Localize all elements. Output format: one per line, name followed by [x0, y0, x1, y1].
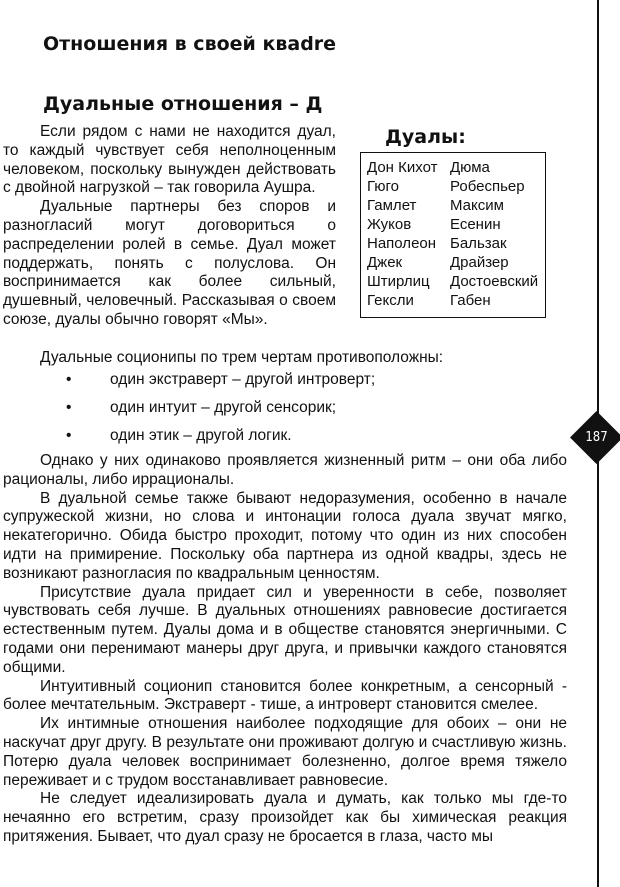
dual-a: Штирлиц: [367, 273, 430, 290]
paragraph-5: Присутствие дуала придает сил и уверенности в себе, позволяет чувствовать себя лучше. В дуальных отношениях равновесие достигается естественным путем. Дуалы дома и в обществе становятся энергичными. С годами они перенимают манеры друг друга, и привычки каждого становятся общими.: [3, 583, 567, 676]
wide-text-column: [3, 452, 567, 847]
dual-b: Бальзак: [450, 235, 507, 252]
duals-title: Дуалы:: [385, 126, 466, 148]
duals-pair: [361, 254, 547, 273]
duals-table: [360, 152, 546, 318]
dual-b: Есенин: [450, 216, 501, 233]
duals-pair: [361, 197, 547, 216]
paragraph-1: Если рядом с нами не находится дуал, то каждый чувствует себя неполноценным человеком, поскольку вынужден действовать с двойной нагрузкой – так говорила Аушра.: [3, 123, 336, 197]
narrow-text-column: [3, 123, 336, 330]
bullets-intro: Дуальные соционипы по трем чертам противоположны:: [40, 349, 444, 366]
list-item-text: один экстраверт – другой интроверт;: [110, 371, 376, 388]
paragraph-8: Не следует идеализировать дуала и думать, как только мы где-то нечаянно его встретим, сразу произойдет как бы химическая реакция притяжения. Бывает, что дуал сразу не бросается в глаза, часто мы: [3, 790, 567, 845]
duals-pair: [361, 273, 547, 292]
dual-a: Наполеон: [367, 235, 437, 252]
duals-pair: [361, 235, 547, 254]
subsection-title: Дуальные отношения – Д: [43, 93, 323, 115]
section-title: Отношения в своей кваdre: [43, 33, 337, 55]
list-item-text: один этик – другой логик.: [110, 427, 292, 444]
dual-a: Дон Кихот: [367, 159, 438, 176]
dual-b: Дюма: [450, 159, 490, 176]
bullet-icon: •: [66, 427, 72, 444]
dual-b: Достоевский: [450, 273, 539, 290]
dual-a: Жуков: [367, 216, 412, 233]
duals-pair: [361, 159, 547, 178]
bullet-icon: •: [66, 399, 72, 416]
dual-b: Робеспьер: [450, 178, 525, 195]
duals-pair: [361, 216, 547, 235]
dual-b: Максим: [450, 197, 504, 214]
paragraph-6: Интуитивный соционип становится более конкретным, а сенсорный - более мечтательным. Экстраверт - тише, а интроверт становится смелее.: [3, 677, 567, 714]
duals-pair: [361, 178, 547, 197]
bullet-icon: •: [66, 371, 72, 388]
dual-b: Драйзер: [450, 254, 509, 271]
list-item-text: один интуит – другой сенсорик;: [110, 399, 337, 416]
paragraph-7: Их интимные отношения наиболее подходящие для обоих – они не наскучат друг другу. В результате они проживают долгую и счастливую жизнь. Потерю дуала человек воспринимает болезненно, долгое время тяжело переживает и с трудом восстанавливает равновесие.: [3, 715, 567, 789]
dual-a: Гюго: [367, 178, 400, 195]
paragraph-4: В дуальной семье также бывают недоразумения, особенно в начале супружеской жизни, но слова и интонации голоса дуала звучат мягко, некатегорично. Обида быстро проходит, потому что один из них способен идти на примирение. Поскольку оба партнера из одной квадры, здесь не возникают разногласия по квадральным ценностям.: [3, 489, 567, 582]
list-item: [0, 399, 560, 423]
list-item: [0, 371, 560, 395]
list-item: [0, 427, 560, 451]
dual-a: Гексли: [367, 292, 414, 309]
page-number: 187: [585, 430, 608, 445]
dual-b: Габен: [450, 292, 491, 309]
dual-a: Джек: [367, 254, 403, 271]
dual-a: Гамлет: [367, 197, 417, 214]
paragraph-3: Однако у них одинаково проявляется жизненный ритм – они оба либо рационалы, либо иррационалы.: [3, 452, 567, 488]
paragraph-2: Дуальные партнеры без споров и разногласий могут договориться о распределении ролей в семье. Дуал может поддержать, понять с полуслова. Он воспринимается как более сильный, душевный, человечный. Рассказывая о своем союзе, дуалы обычно говорят «Мы».: [3, 198, 336, 328]
duals-pair: [361, 292, 547, 311]
